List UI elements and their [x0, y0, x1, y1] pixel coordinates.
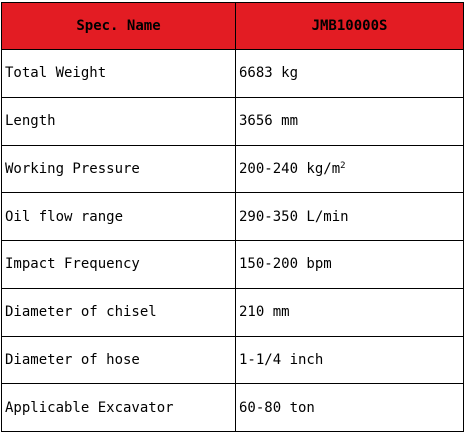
header-spec-name: Spec. Name — [2, 3, 236, 50]
spec-value-cell: 1-1/4 inch — [236, 336, 464, 384]
spec-name-cell: Working Pressure — [2, 145, 236, 193]
spec-name-cell: Diameter of hose — [2, 336, 236, 384]
spec-name-cell: Impact Frequency — [2, 241, 236, 289]
spec-value-superscript: 2 — [340, 160, 346, 171]
table-row — [2, 384, 464, 432]
spec-value-cell: 290-350 L/min — [236, 193, 464, 241]
spec-name-cell: Length — [2, 97, 236, 145]
table-row — [2, 336, 464, 384]
header-model: JMB10000S — [236, 3, 464, 50]
spec-name-cell: Diameter of chisel — [2, 288, 236, 336]
table-row — [2, 241, 464, 289]
table-row — [2, 97, 464, 145]
table-row — [2, 288, 464, 336]
spec-name-cell: Applicable Excavator — [2, 384, 236, 432]
spec-value-cell: 150-200 bpm — [236, 241, 464, 289]
spec-value-cell: 3656 mm — [236, 97, 464, 145]
spec-name-cell: Total Weight — [2, 50, 236, 98]
table-row — [2, 50, 464, 98]
spec-value-cell: 60-80 ton — [236, 384, 464, 432]
spec-value-cell: 6683 kg — [236, 50, 464, 98]
spec-name-cell: Oil flow range — [2, 193, 236, 241]
table-row — [2, 145, 464, 193]
table-row — [2, 193, 464, 241]
spec-value-text: 200-240 kg/m — [239, 160, 341, 177]
spec-table — [1, 2, 464, 432]
spec-value-cell: 210 mm — [236, 288, 464, 336]
spec-value-cell — [236, 145, 464, 193]
table-header-row — [2, 3, 464, 50]
